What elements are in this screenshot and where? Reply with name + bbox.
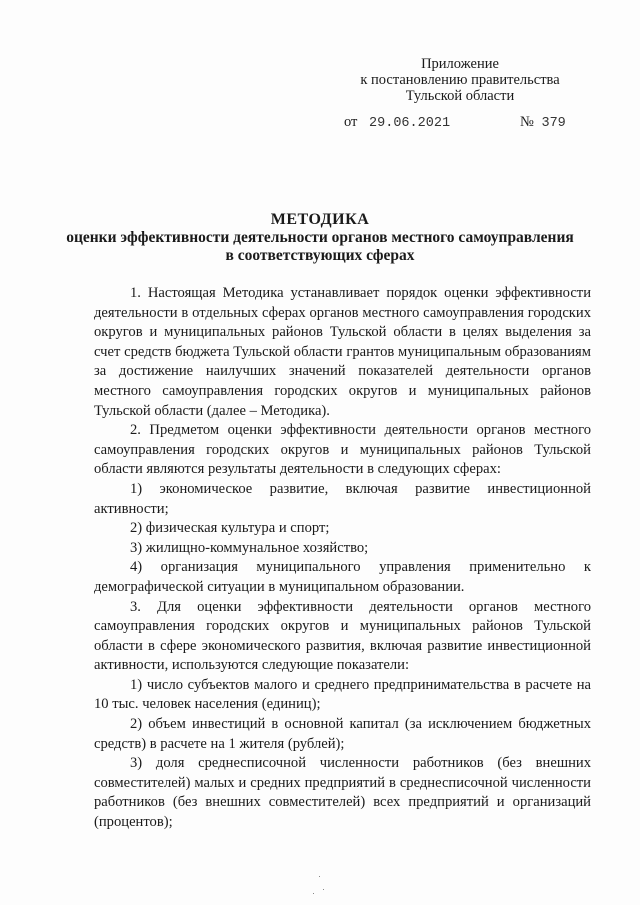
paragraph: 1. Настоящая Методика устанавливает порядок оценки эффективности деятельности в отдельных сферах органов местного самоуправления городских округов и муниципальных районов Тульской области в целях выделения за счет средств бюджета Тульской области грантов муниципальным образованиям за достижение наилучших значений показателей деятельности органов местного самоуправления городских округов и муниципальных районов Тульской области (далее – Методика).	[94, 285, 591, 419]
document-title	[0, 211, 640, 265]
title-main: МЕТОДИКА	[270, 211, 370, 228]
decree-number: 379	[541, 116, 566, 131]
paragraph: 3. Для оценки эффективности деятельности органов местного самоуправления городских округов и муниципальных районов Тульской области в сфере экономического развития, включая развитие инвестиционной активности, используются следующие показатели:	[94, 598, 591, 674]
paragraph: 3) доля среднесписочной численности работников (без внешних совместителей) малых и средних предприятий в среднесписочной численности работников (без внешних совместителей) всех предприятий и организаций (процентов);	[94, 755, 591, 831]
date-prefix: от	[344, 114, 358, 130]
decree-number-block	[520, 114, 566, 131]
scan-speck	[313, 893, 314, 894]
title-subtitle-line2: в соответствующих сферах	[225, 247, 415, 264]
appendix-title: Приложение	[421, 56, 499, 72]
paragraph: 1) число субъектов малого и среднего предпринимательства в расчете на 10 тыс. человек населения (единиц);	[94, 676, 591, 713]
paragraph: 2. Предметом оценки эффективности деятельности органов местного самоуправления городских округов и муниципальных районов Тульской области являются результаты деятельности в следующих сферах:	[94, 422, 591, 478]
decree-date: 29.06.2021	[369, 116, 451, 131]
document-body	[94, 284, 591, 833]
appendix-header	[340, 56, 580, 104]
appendix-region: Тульской области	[405, 88, 515, 104]
paragraph: 4) организация муниципального управления применительно к демографической ситуации в муниципальном образовании.	[94, 559, 591, 595]
scan-speck	[323, 889, 324, 890]
paragraph: 3) жилищно-коммунальное хозяйство;	[130, 539, 369, 556]
number-label: №	[520, 114, 534, 130]
title-subtitle-line1: оценки эффективности деятельности органов местного самоуправления	[66, 229, 574, 246]
paragraph: 2) физическая культура и спорт;	[130, 520, 330, 537]
paragraph: 1) экономическое развитие, включая развитие инвестиционной активности;	[94, 480, 591, 517]
paragraph: 2) объем инвестиций в основной капитал (за исключением бюджетных средств) в расчете на 1 жителя (рублей);	[94, 716, 591, 752]
scan-speck	[319, 876, 320, 877]
appendix-reference: к постановлению правительства	[360, 72, 560, 88]
decree-dateline	[344, 114, 566, 131]
